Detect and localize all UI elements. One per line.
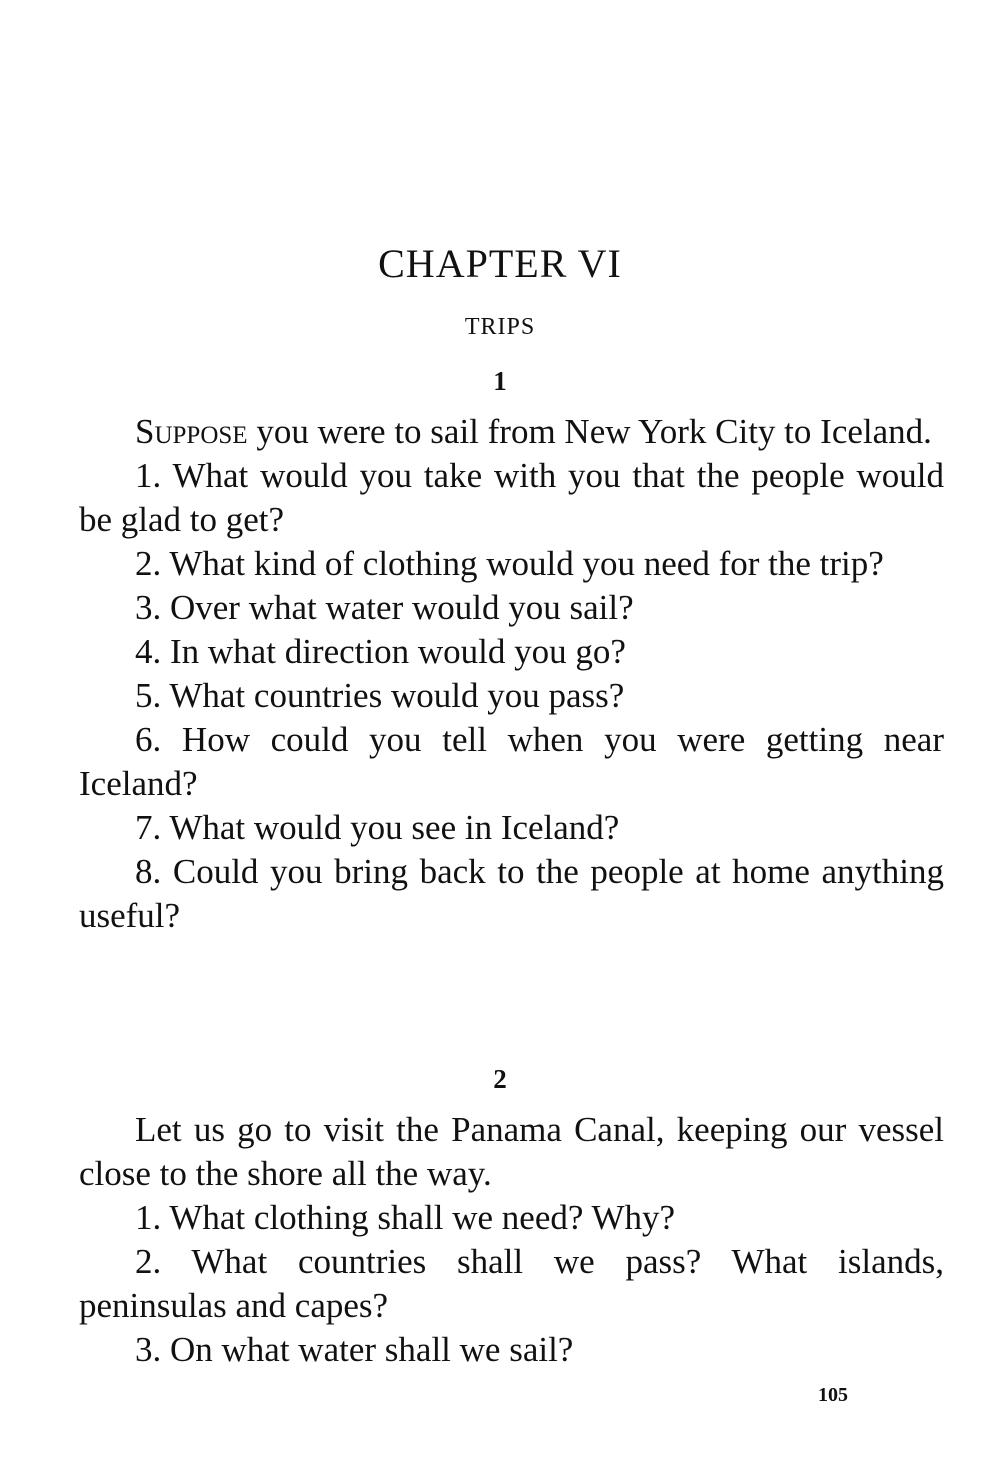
chapter-title: CHAPTER VI — [378, 241, 622, 286]
section-1-intro-lead: Suppose — [135, 412, 248, 451]
section-2-question-1: 1. What clothing shall we need? Why? — [135, 1198, 676, 1237]
section-1-intro-rest: you were to sail from New York City to Iceland. — [247, 412, 932, 451]
section-1-question-6: 6. How could you tell when you were getting near Iceland? — [79, 720, 944, 803]
section-1-question-1: 1. What would you take with you that the people would be glad to get? — [79, 456, 944, 539]
section-2-question-3: 3. On what water shall we sail? — [135, 1330, 574, 1369]
section-1-question-5: 5. What countries would you pass? — [135, 676, 625, 715]
section-2-text — [79, 1108, 944, 1372]
page-number: 105 — [818, 1384, 848, 1406]
section-1-question-2: 2. What kind of clothing would you need for the trip? — [135, 544, 884, 583]
section-2-question-2: 2. What countries shall we pass? What islands, peninsulas and capes? — [79, 1242, 944, 1325]
section-1-question-8: 8. Could you bring back to the people at home anything useful? — [79, 852, 944, 935]
chapter-subtitle: TRIPS — [464, 314, 536, 340]
section-1-intro — [79, 410, 944, 454]
section-1-question-7: 7. What would you see in Iceland? — [135, 808, 620, 847]
section-1-question-3: 3. Over what water would you sail? — [135, 588, 634, 627]
section-2-intro: Let us go to visit the Panama Canal, keeping our vessel close to the shore all the way. — [79, 1110, 944, 1193]
section-number-2: 2 — [493, 1064, 507, 1094]
section-1-question-4: 4. In what direction would you go? — [135, 632, 626, 671]
section-1-text — [79, 410, 944, 938]
section-number-1: 1 — [493, 366, 507, 396]
